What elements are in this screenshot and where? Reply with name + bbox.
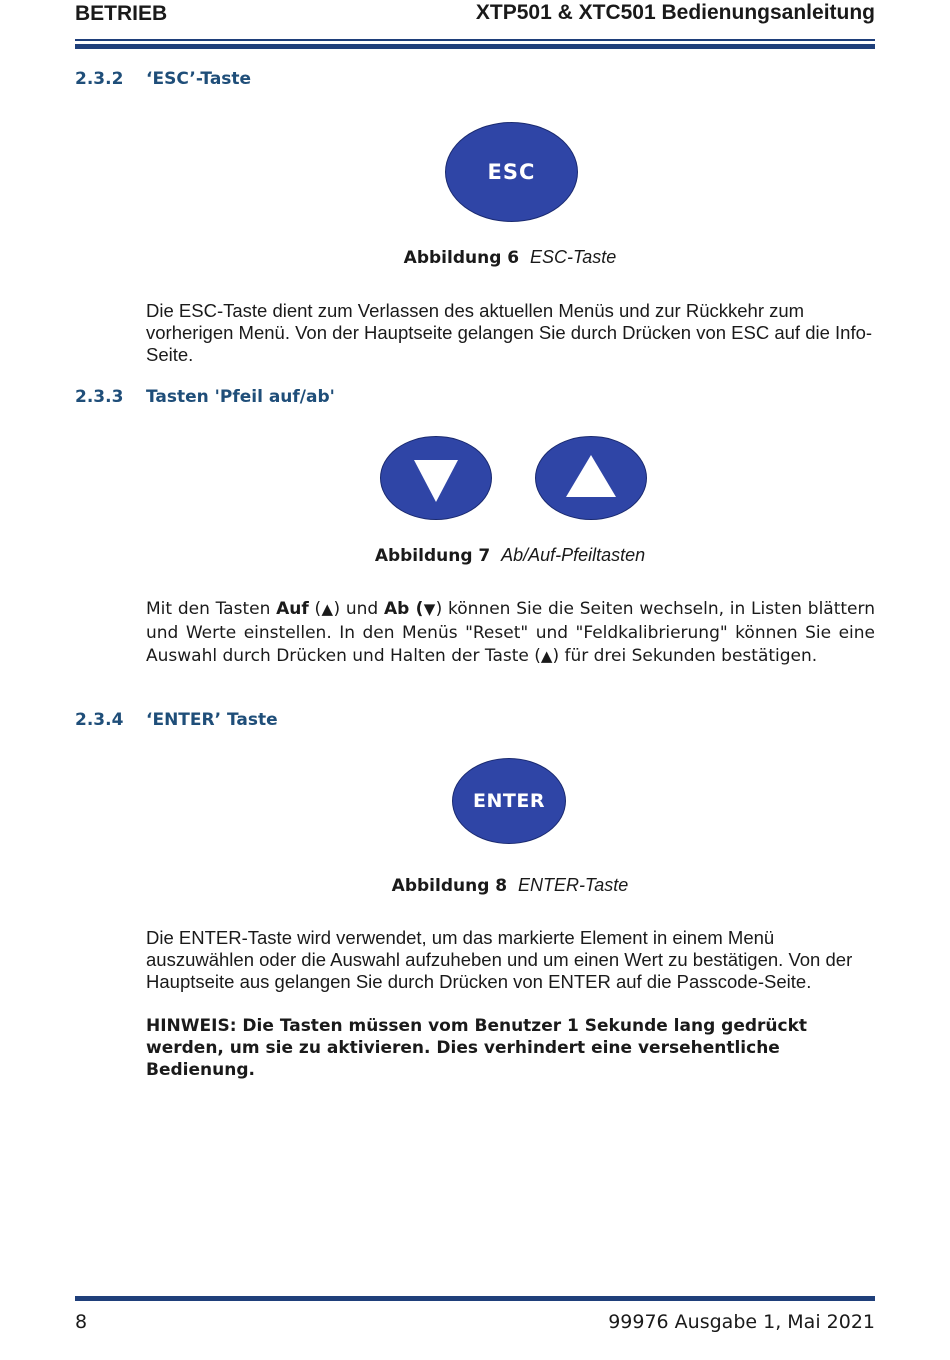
figure-caption-8 [0, 875, 950, 896]
section-number: 2.3.2 [75, 69, 124, 89]
figure-caption-6 [0, 247, 950, 268]
caption-text: Ab/Auf-Pfeiltasten [501, 545, 646, 565]
header-rule-thin [75, 39, 875, 41]
enter-key-figure [452, 758, 566, 844]
page-number: 8 [75, 1311, 88, 1333]
edition-info: 99976 Ausgabe 1, Mai 2021 [608, 1311, 875, 1333]
header-document-title: XTP501 & XTC501 Bedienungsanleitung [475, 1, 875, 24]
section-title: ‘ESC’-Taste [146, 69, 252, 89]
figure-caption-7 [0, 545, 950, 566]
arrows-description [146, 598, 875, 669]
header-section-label: BETRIEB [75, 2, 168, 25]
text-segment: ( [409, 599, 424, 619]
section-title: ‘ENTER’ Taste [146, 710, 278, 730]
arrow-up-icon [566, 455, 616, 497]
caption-text: ENTER-Taste [517, 875, 629, 895]
header-rule-thick [75, 44, 875, 49]
section-number: 2.3.3 [75, 387, 124, 407]
up-arrow-key-figure [535, 436, 647, 520]
note-hinweis: HINWEIS: Die Tasten müssen vom Benutzer 1 Sekunde lang gedrückt werden, um sie zu aktivieren. Dies verhindert eine versehentliche Bedienung. [146, 1016, 808, 1080]
text-segment: ) können Sie die Seiten wechseln, in Listen blättern und Werte einstellen. In den Menüs "Reset" und "Feldkalibrierung" können Sie eine Auswahl durch Drücken und Halten der Taste ( [146, 599, 875, 666]
text-segment: ( [308, 599, 322, 619]
esc-key-figure [445, 122, 578, 222]
up-triangle-symbol: ▲ [540, 647, 553, 665]
caption-text: ESC-Taste [529, 247, 617, 267]
esc-description: Die ESC-Taste dient zum Verlassen des aktuellen Menüs und zur Rückkehr zum vorherigen Menü. Von der Hauptseite gelangen Sie durch Drücken von ESC auf die Info-Seite. [146, 300, 873, 365]
key-name-ab: Ab [383, 599, 410, 619]
arrow-down-icon [414, 460, 458, 502]
down-arrow-key-figure [380, 436, 492, 520]
text-segment: Mit den Tasten [146, 599, 277, 619]
enter-description: Die ENTER-Taste wird verwendet, um das markierte Element in einem Menü auszuwählen oder die Auswahl aufzuheben und um einen Wert zu bestätigen. Von der Hauptseite aus gelangen Sie durch Drücken von ENTER auf die Passcode-Seite. [146, 927, 853, 992]
section-number: 2.3.4 [75, 710, 124, 730]
esc-key-label: ESC [487, 160, 536, 184]
key-name-auf: Auf [276, 599, 309, 619]
caption-label: Abbildung 7 [374, 546, 491, 566]
text-segment: ) für drei Sekunden bestätigen. [552, 646, 818, 666]
footer-rule [75, 1296, 875, 1301]
caption-label: Abbildung 8 [391, 876, 508, 896]
down-triangle-symbol: ▼ [423, 600, 436, 618]
text-segment: ) und [333, 599, 384, 619]
enter-key-label: ENTER [473, 790, 545, 812]
section-title: Tasten 'Pfeil auf/ab' [146, 387, 335, 407]
up-triangle-symbol: ▲ [321, 600, 334, 618]
caption-label: Abbildung 6 [403, 248, 520, 268]
